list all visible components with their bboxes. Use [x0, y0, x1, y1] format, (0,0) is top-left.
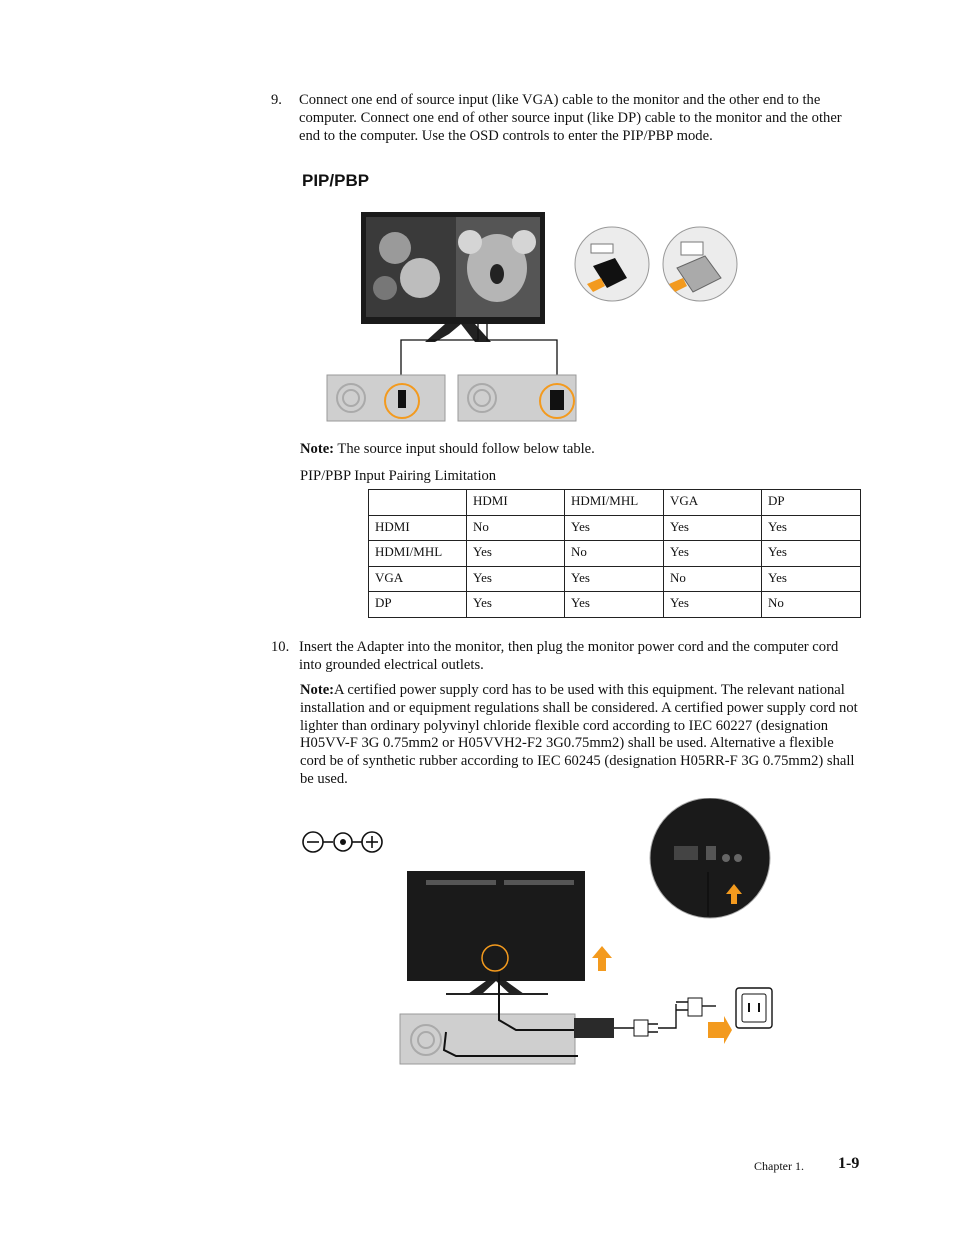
computer-back-right: [458, 375, 576, 421]
table-cell: No: [762, 592, 861, 618]
computer-back-left: [327, 375, 445, 421]
table-header-cell: HDMI/MHL: [565, 490, 664, 516]
note-text: A certified power supply cord has to be used with this equipment. The relevant national installation and or equipment regulations shall be considered. A certified power supply cord not lighter than ordinary polyvinyl chloride flexible cord according to IEC 60227 (designation H05VV-F 3G 0.75mm2 or H05VVH2-F2 3G0.75mm2) shall be used. Alternative a flexible cord be of synthetic rubber according to IEC 60245 (designation H05RR-F 3G 0.75mm2) shall be used.: [300, 682, 858, 787]
input-pairing-table: [368, 489, 861, 618]
vga-connector-detail: [663, 227, 737, 301]
table-cell: Yes: [467, 541, 565, 567]
table-cell: HDMI/MHL: [369, 541, 467, 567]
table-header-cell: VGA: [664, 490, 762, 516]
table-header-cell: HDMI: [467, 490, 565, 516]
pip-pbp-connection-illustration: [325, 208, 745, 426]
table-cell: Yes: [664, 515, 762, 541]
table-cell: Yes: [467, 592, 565, 618]
table-cell: Yes: [762, 566, 861, 592]
table-cell: Yes: [565, 515, 664, 541]
table-cell: Yes: [565, 566, 664, 592]
table-row: [369, 515, 861, 541]
step-10-number: 10.: [271, 639, 290, 655]
footer-chapter: Chapter 1.: [754, 1159, 804, 1173]
note-source-input: [300, 441, 595, 458]
note-label: Note:: [300, 441, 335, 457]
wall-outlet-icon: [736, 988, 772, 1028]
table-header-cell: DP: [762, 490, 861, 516]
note-text: The source input should follow below table.: [334, 441, 595, 457]
dc-polarity-icon: [303, 832, 382, 852]
table-cell: Yes: [762, 515, 861, 541]
table-cell: Yes: [762, 541, 861, 567]
power-connection-illustration: [296, 798, 786, 1070]
monitor-front-image: [361, 212, 545, 342]
table-cell: Yes: [467, 566, 565, 592]
table-cell: Yes: [664, 592, 762, 618]
step-9-text: Connect one end of source input (like VGA) cable to the monitor and the other end to the computer. Connect one end of other source input (like DP) cable to the monitor and the other end to the computer. Use the OSD controls to enter the PIP/PBP mode.: [299, 92, 842, 144]
dp-connector-detail: [575, 227, 649, 301]
table-row: [369, 541, 861, 567]
monitor-back-image: [407, 871, 585, 994]
power-port-detail: [650, 798, 770, 918]
table-row: [369, 566, 861, 592]
note-power-cord: [300, 682, 860, 789]
power-adapter-icon: [574, 1018, 614, 1038]
section-heading: PIP/PBP: [302, 171, 370, 190]
table-cell: DP: [369, 592, 467, 618]
table-cell: HDMI: [369, 515, 467, 541]
table-cell: No: [467, 515, 565, 541]
table-cell: Yes: [565, 592, 664, 618]
table-header-cell: [369, 490, 467, 516]
step-9-number: 9.: [271, 92, 282, 108]
page-number: 1-9: [838, 1155, 860, 1172]
table-cell: No: [565, 541, 664, 567]
table-header-row: [369, 490, 861, 516]
up-arrow-icon: [592, 946, 612, 971]
table-caption: PIP/PBP Input Pairing Limitation: [300, 468, 497, 484]
step-10-text: Insert the Adapter into the monitor, then plug the monitor power cord and the computer cord into grounded electrical outlets.: [299, 639, 839, 673]
note-label: Note:: [300, 682, 335, 698]
table-cell: VGA: [369, 566, 467, 592]
table-cell: No: [664, 566, 762, 592]
table-cell: Yes: [664, 541, 762, 567]
table-row: [369, 592, 861, 618]
right-arrow-icon: [708, 1016, 732, 1044]
